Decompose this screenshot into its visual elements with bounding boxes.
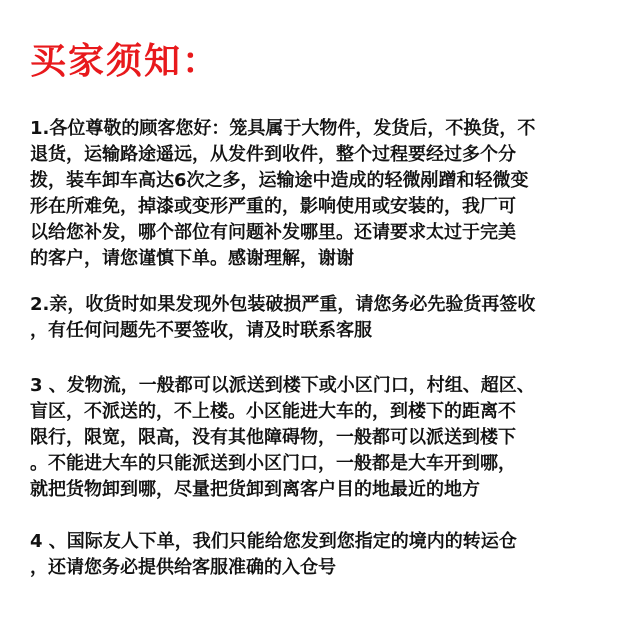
paragraph-line: 的客户，请您谨慎下单。感谢理解，谢谢 [30, 248, 354, 269]
notice-paragraph-2 [30, 292, 535, 344]
paragraph-line: 就把货物卸到哪，尽量把货卸到离客户目的地最近的地方 [30, 479, 480, 500]
paragraph-line: 拨，装车卸车高达6次之多，运输途中造成的轻微剐蹭和轻微变 [30, 170, 529, 191]
paragraph-line: 4 、国际友人下单，我们只能给您发到您指定的境内的转运仓 [30, 531, 517, 552]
page-title: 买家须知： [30, 41, 221, 82]
paragraph-line: 以给您补发，哪个部位有问题补发哪里。还请要求太过于完美 [30, 222, 516, 243]
notice-paragraph-1 [30, 116, 535, 272]
notice-paragraph-3 [30, 373, 535, 503]
paragraph-line: ，有任何问题先不要签收，请及时联系客服 [30, 320, 372, 341]
paragraph-line: 1.各位尊敬的顾客您好：笼具属于大物件，发货后，不换货，不 [30, 118, 536, 139]
notice-paragraph-4 [30, 529, 517, 581]
paragraph-line: 盲区，不派送的，不上楼。小区能进大车的，到楼下的距离不 [30, 401, 516, 422]
paragraph-line: 形在所难免，掉漆或变形严重的，影响使用或安装的，我厂可 [30, 196, 516, 217]
paragraph-line: ，还请您务必提供给客服准确的入仓号 [30, 557, 336, 578]
paragraph-line: 限行，限宽，限高，没有其他障碍物，一般都可以派送到楼下 [30, 427, 516, 448]
paragraph-line: 2.亲，收货时如果发现外包装破损严重，请您务必先验货再签收 [30, 294, 536, 315]
paragraph-line: 3 、发物流，一般都可以派送到楼下或小区门口，村组、超区、 [30, 375, 535, 396]
paragraph-line: 。不能进大车的只能派送到小区门口，一般都是大车开到哪， [30, 453, 516, 474]
paragraph-line: 退货，运输路途遥远，从发件到收件，整个过程要经过多个分 [30, 144, 516, 165]
